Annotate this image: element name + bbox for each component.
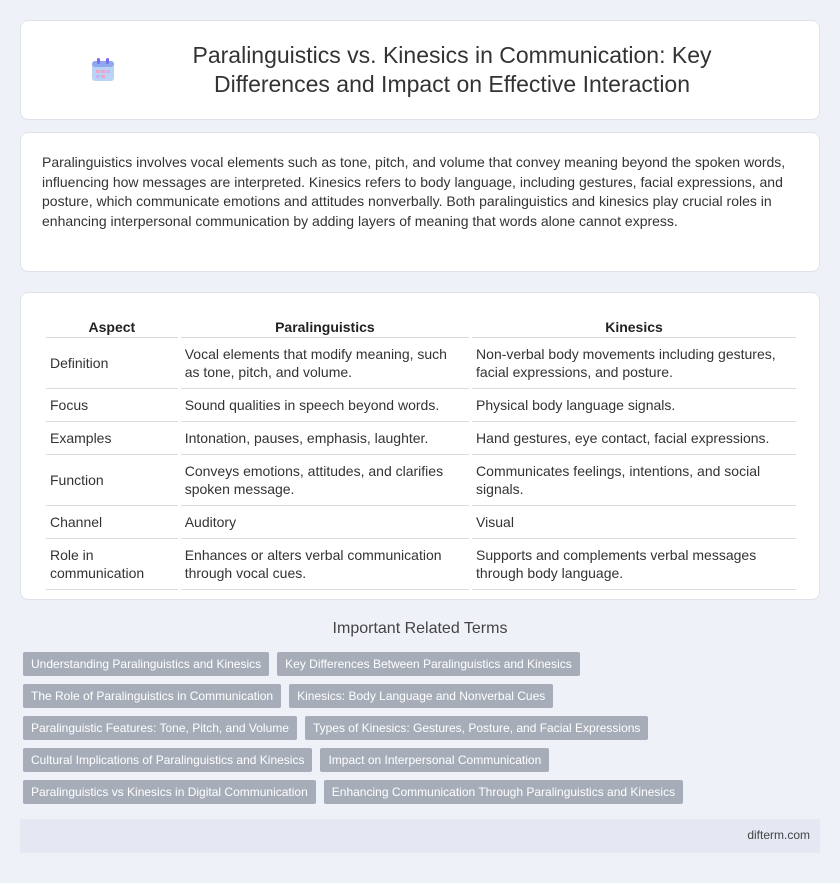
table-row [46,422,796,455]
footer-site-link[interactable]: difterm.com [747,828,810,842]
cell-kinesics: Communicates feelings, intentions, and social signals. [472,455,796,506]
cell-kinesics: Non-verbal body movements including gestures, facial expressions, and posture. [472,338,796,389]
cell-paralinguistics: Enhances or alters verbal communication through vocal cues. [181,539,469,590]
header-kinesics: Kinesics [472,311,796,338]
related-term-link[interactable]: Enhancing Communication Through Paralinguistics and Kinesics [324,780,683,804]
cell-paralinguistics: Intonation, pauses, emphasis, laughter. [181,422,469,455]
cell-paralinguistics: Sound qualities in speech beyond words. [181,389,469,422]
comparison-table-card [20,292,820,600]
cell-paralinguistics: Vocal elements that modify meaning, such as tone, pitch, and volume. [181,338,469,389]
table-row [46,455,796,506]
related-term-link[interactable]: Impact on Interpersonal Communication [320,748,549,772]
cell-aspect: Channel [46,506,178,539]
cell-paralinguistics: Auditory [181,506,469,539]
cell-aspect: Focus [46,389,178,422]
page-title: Paralinguistics vs. Kinesics in Communication: Key Differences and Impact on Effective Interaction [192,42,712,97]
calendar-icon [90,57,116,83]
related-term-link[interactable]: Types of Kinesics: Gestures, Posture, and Facial Expressions [305,716,648,740]
cell-aspect: Role in communication [46,539,178,590]
table-row [46,539,796,590]
cell-kinesics: Visual [472,506,796,539]
table-row [46,338,796,389]
related-term-link[interactable]: Key Differences Between Paralinguistics and Kinesics [277,652,580,676]
table-header-row [46,311,796,338]
intro-card [20,132,820,272]
header-paralinguistics: Paralinguistics [181,311,469,338]
cell-kinesics: Hand gestures, eye contact, facial expressions. [472,422,796,455]
related-terms-title: Important Related Terms [332,620,508,637]
related-term-link[interactable]: Paralinguistic Features: Tone, Pitch, and Volume [23,716,297,740]
related-terms-list [23,652,823,812]
cell-kinesics: Supports and complements verbal messages through body language. [472,539,796,590]
related-term-link[interactable]: Cultural Implications of Paralinguistics and Kinesics [23,748,312,772]
table-row [46,389,796,422]
related-term-link[interactable]: The Role of Paralinguistics in Communication [23,684,281,708]
cell-aspect: Function [46,455,178,506]
cell-aspect: Examples [46,422,178,455]
comparison-table [43,311,799,590]
table-row [46,506,796,539]
cell-paralinguistics: Conveys emotions, attitudes, and clarifies spoken message. [181,455,469,506]
cell-kinesics: Physical body language signals. [472,389,796,422]
footer-bar [20,819,820,853]
header-aspect: Aspect [46,311,178,338]
header-card [20,20,820,120]
cell-aspect: Definition [46,338,178,389]
related-term-link[interactable]: Paralinguistics vs Kinesics in Digital Communication [23,780,316,804]
intro-paragraph: Paralinguistics involves vocal elements such as tone, pitch, and volume that convey meaning beyond the spoken words, influencing how messages are interpreted. Kinesics refers to body language, including gestures, facial expressions, and posture, which communicate emotions and attitudes nonverbally. Both paralinguistics and kinesics play crucial roles in enhancing interpersonal communication by adding layers of meaning that words alone cannot express. [42,154,786,229]
related-term-link[interactable]: Understanding Paralinguistics and Kinesics [23,652,269,676]
related-term-link[interactable]: Kinesics: Body Language and Nonverbal Cues [289,684,553,708]
